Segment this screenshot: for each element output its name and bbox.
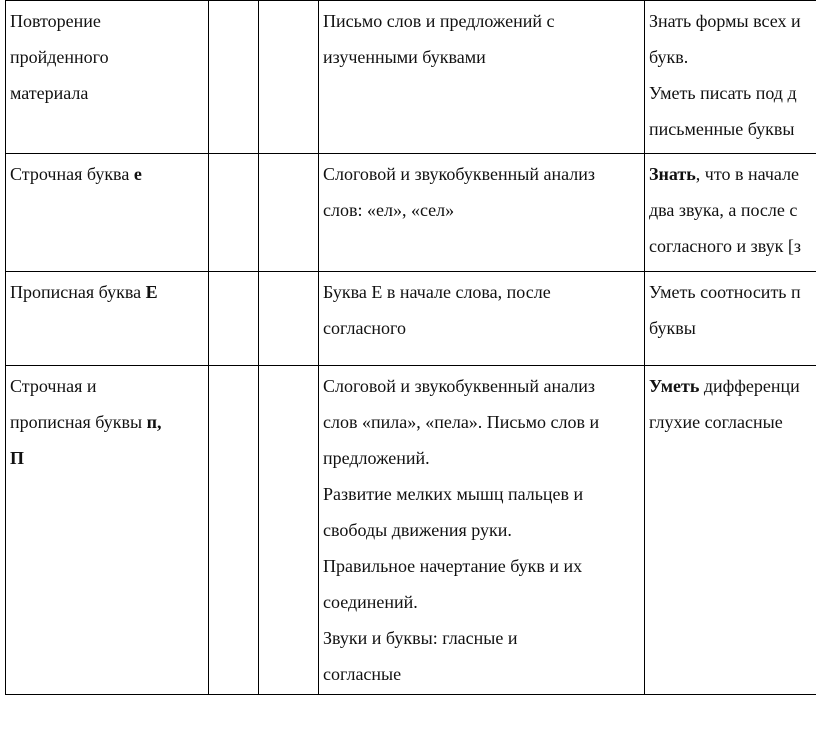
empty-cell	[259, 1, 319, 154]
empty-cell	[209, 366, 259, 695]
skills-cell: Знать, что в начале два звука, а после с согласного и звук [з	[645, 154, 816, 272]
table-row	[6, 1, 816, 154]
skills-cell: Знать формы всех и букв. Уметь писать под д письменные буквы	[645, 1, 816, 154]
content-cell: Письмо слов и предложений с изученными буквами	[319, 1, 645, 154]
empty-cell	[209, 1, 259, 154]
empty-cell	[209, 272, 259, 366]
topic-cell: Повторение пройденного материала	[6, 1, 209, 154]
table-row	[6, 154, 816, 272]
table-row	[6, 272, 816, 366]
topic-cell: Строчная и прописная буквы п, П	[6, 366, 209, 695]
content-cell: Слоговой и звукобуквенный анализ слов: «ел», «сел»	[319, 154, 645, 272]
empty-cell	[259, 272, 319, 366]
content-cell: Буква Е в начале слова, после согласного	[319, 272, 645, 366]
lesson-plan-table	[5, 0, 816, 695]
empty-cell	[259, 366, 319, 695]
table-row	[6, 366, 816, 695]
topic-cell: Строчная буква е	[6, 154, 209, 272]
empty-cell	[209, 154, 259, 272]
skills-cell: Уметь дифференци глухие согласные	[645, 366, 816, 695]
content-cell: Слоговой и звукобуквенный анализ слов «пила», «пела». Письмо слов и предложений. Развитие мелких мышц пальцев и свободы движения руки. Правильное начертание букв и их соединений. Звуки и буквы: гласные и согласные	[319, 366, 645, 695]
skills-cell: Уметь соотносить п буквы	[645, 272, 816, 366]
topic-cell: Прописная буква Е	[6, 272, 209, 366]
empty-cell	[259, 154, 319, 272]
